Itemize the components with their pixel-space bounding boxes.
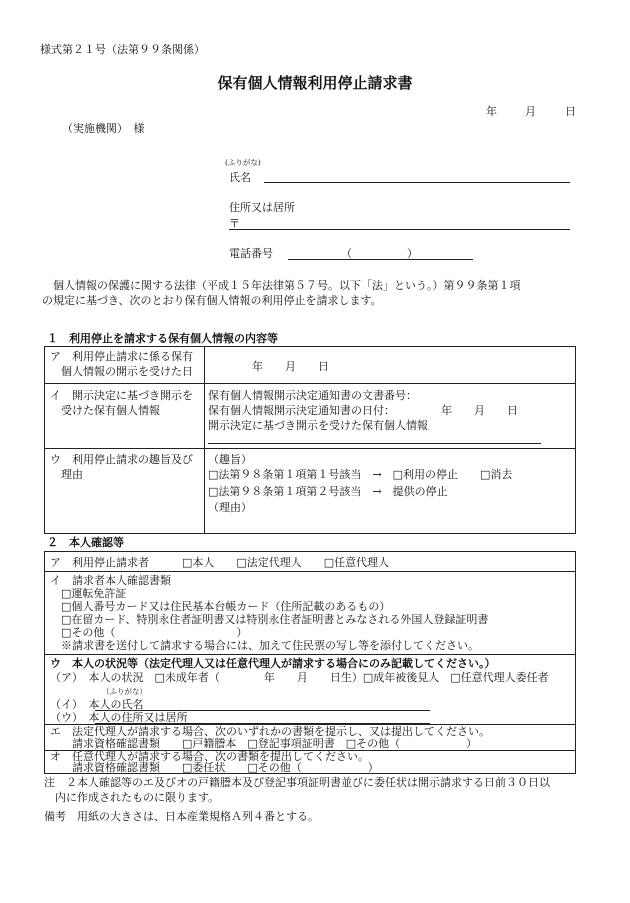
addressee: （実施機関） 様 [62,122,145,135]
intro-line-2: の規定に基づき、次のとおり保有個人情報の利用停止を請求します。 [42,294,382,307]
s2-e-2[interactable]: 請求資格確認書類 □戸籍謄本 □登記事項証明書 □その他（ ） [50,737,478,750]
postal-mark: 〒 [229,217,240,230]
s2-i-1: イ 請求者本人確認書類 [50,574,171,587]
s2-i-3[interactable]: □個人番号カード又は住民基本台帳カード（住所記載のあるもの） [50,600,391,613]
phone-label: 電話番号 [229,247,273,260]
s2-i-6: ※請求書を送付して請求する場合には、加えて住民票の写し等を添付してください。 [50,639,479,652]
s1-i-field[interactable] [208,443,541,444]
s2-u-address: （ウ） 本人の住所又は居所 [50,711,188,724]
s2-u-status[interactable]: （ア） 本人の状況 □未成年者（ 年 月 日生）□成年被後見人 □任意代理人委任者 [50,671,549,684]
furigana-label: (ふりがな) [225,158,261,167]
section1-row-divider-2 [44,448,575,449]
phone-paren: （ ） [341,247,418,260]
s2-i-5[interactable]: □その他（ ） [50,626,248,639]
note-line-2: 内に作成されたものに限ります。 [44,791,220,804]
s1-u-label-2: 理由 [50,468,83,481]
intro-line-1: 個人情報の保護に関する法律（平成１５年法律第５７号。以下「法」という。）第９９条第１項 [42,279,521,292]
date-year: 年 [486,105,497,118]
s1-u-label-1: ウ 利用停止請求の趣旨及び [50,453,193,466]
s2-u-name: （イ） 本人の氏名 [50,698,144,711]
s1-u-line-3[interactable]: □法第９８条第１項第２号該当 → 提供の停止 [208,485,448,498]
s2-e-1: エ 法定代理人が請求する場合、次のいずれかの書類を提示し、又は提出してください。 [50,725,490,738]
page-title: 保有個人情報利用停止請求書 [217,74,413,92]
s1-a-label-1: ア 利用停止請求に係る保有 [50,350,193,363]
s1-u-line-2[interactable]: □法第９８条第１項第１号該当 → □利用の停止 □消去 [208,468,513,481]
section1-row-divider-1 [44,383,575,384]
s1-u-line-1: （趣旨） [208,453,252,466]
form-id: 様式第２１号（法第９９条関係） [40,43,205,56]
section2-heading: ２ 本人確認等 [47,536,124,549]
date-month: 月 [525,105,536,118]
section2-divider-1 [44,571,575,572]
section1-col-divider [204,346,205,533]
s2-u-furigana: （ふりがな） [102,687,147,696]
s1-i-date[interactable]: 年 月 日 [441,404,518,417]
address-label: 住所又は居所 [229,201,295,214]
s1-a-label-2: 個人情報の開示を受けた日 [50,365,193,378]
note-line-1: 注 ２本人確認等のエ及びオの戸籍謄本及び登記事項証明書並びに委任状は開示請求する日前３０日以 [44,776,550,789]
section1-heading: １ 利用停止を請求する保有個人情報の内容等 [47,332,278,345]
s1-i-line-1: 保有個人情報開示決定通知書の文書番号： [208,389,417,402]
s1-u-line-4: （理由） [208,501,252,514]
s2-i-4[interactable]: □在留カード、特別永住者証明書又は特別永住者証明書とみなされる外国人登録証明書 [50,613,489,626]
s1-i-label-2: 受けた保有個人情報 [50,404,160,417]
name-field[interactable] [264,182,570,183]
section2-divider-2 [44,654,575,655]
s1-i-line-2: 保有個人情報開示決定通知書の日付： [208,404,395,417]
date-day: 日 [565,105,576,118]
s2-o-2[interactable]: 請求資格確認書類 □委任状 □その他（ ） [50,761,379,774]
phone-field[interactable] [288,259,473,260]
s2-i-2[interactable]: □運転免許証 [50,587,127,600]
s2-u-heading: ウ 本人の状況等（法定代理人又は任意代理人が請求する場合にのみ記載してください。） [50,657,496,670]
remark: 備考 用紙の大きさは、日本産業規格Ａ列４番とする。 [44,810,319,823]
s2-a[interactable]: ア 利用停止請求者 □本人 □法定代理人 □任意代理人 [50,556,390,569]
name-label: 氏名 [229,171,251,184]
address-field[interactable] [229,229,570,230]
s1-i-label-1: イ 開示決定に基づき開示を [50,389,193,402]
s1-i-line-3: 開示決定に基づき開示を受けた保有個人情報 [208,419,428,432]
s2-o-1: オ 任意代理人が請求する場合、次の書類を提出してください。 [50,750,369,763]
s1-a-date[interactable]: 年 月 日 [252,360,329,373]
